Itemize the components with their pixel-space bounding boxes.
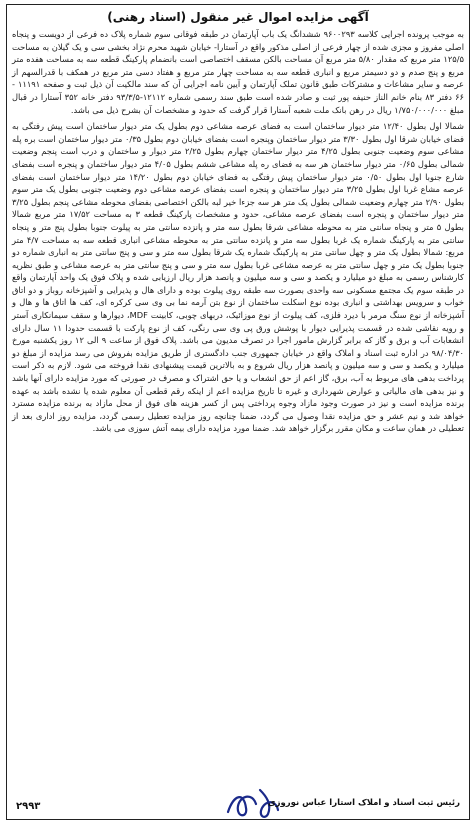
- reference-number: ۲۹۹۳: [16, 801, 41, 812]
- notice-title: آگهی مزایده اموال غیر منقول (اسناد رهنی): [107, 10, 369, 24]
- notice-paragraph-boundaries: شمالا اول بطول ۱۲/۴۰ متر دیوار ساختمان است به فضای عرصه مشاعی دوم بطول یک متر دیوار ساختمان است پیش رفتگی به فضای خیابان شرقا اول بطول ۳/۳۰ متر دیوار ساختمان وپنجره است بفضای خیابان دوم بطول ۰/۳۵ متر دیوار ساختمان است بره پله مشاعی سوم وضعیت جنوبی بطول ۴/۲۵ متر دیوار ساختمان چهارم بطول ۲/۲۵ متر دیوار و ساختمان و درب است پنجم وضعیت شمالی بطول ۰/۶۵ متر دیوار ساختمان هر سه به فضای ره پله مشاعی ششم بطول ۴/۰۵ متر دیوار ساختمان و پنجره است بفضای شارع جنوبا اول بطول ۰/۵۰ متر دیوار ساختمان پیش رفتگی به فضای خیابان دوم بطول ۱۴/۲۰ متر دیوار ساختمان است بفضای عرصه مشاع غربا اول بطول ۳/۲۵ متر دیوار ساختمان و پنجره است بفضای عرصه مشاعی دوم وضعیت جنوبی بطول یک متر سوم بطول ۲/۹۰ متر چهارم وضعیت شمالی بطول یک متر هر سه جزءا خیر لبه بالکن اختصاصی بفضای محوطه مشاعی پنجم بطول ۳/۲۵ متر دیوار ساختمان و پنجره است بفضای عرصه مشاعی، حدود و مشخصات پارکینگ قطعه ۳ به مساحت ۱۷/۵۲ متر مربع شمالا بطول ۵ متر و پنجاه سانتی متر به محوطه مشاعی شرقا بطول سه متر و پانزده سانتی متر به پیلوت جنوبا بطول پنج متر و پنجاه سانتی متر به پارکینگ شماره یک غربا بطول سه متر و پانزده سانتی متر به محوطه مشاعی انباری قطعه سه به مساحت ۴/۷ متر مربع: شمالا بطول یک متر و چهل سانتی متر به پارکینگ شماره یک شرقا بطول سه متر و سی و پنج سانتی متر به انباری شماره دو جنوبا بطول یک متر و چهل سانتی متر به عرصه مشاعی غربا بطول سه متر و سی و پنج سانتی متر به عرصه مشاعی و طبق نظریه کارشناس رسمی به مبلغ دو میلیارد و یکصد و سی و سه میلیون و پانصد هزار ریال ارزیابی شده و پلاک فوق یک واحد آپارتمان واقع در طبقه سوم یک مجتمع مسکونی سه واحدی بصورت سه طبقه روی پیلوت بوده و دارای هال و پذیرایی و آشپزخانه روباز و دو اتاق خواب و سرویس بهداشتی و انباری بوده نوع اسکلت ساختمان از نوع بتن آرمه نما بی وی سی کرکره ای، کف ها اتاق ها و هال و آشپزخانه از نوع سنگ مرمر با دیرد فلزی، کف پیلوت از نوع موزائیک، دربهای چوبی، کابینت MDF، دیوارها و سقف سیمانکاری آستر و رویه نقاشی شده در قسمت پذیرایی دیوار با پوشش ورق پی وی سی رنگی، کف از نوع پارکت با قسمت حدودا ۱۱ سال دارای انشعابات آب و برق و گاز که برابر گزارش مامور اجرا در تصرف مدیون می باشد. پلاک فوق از ساعت ۹ الی ۱۲ روز یکشنبه مورخ ۹۸/۰۴/۳۰ در اداره ثبت اسناد و املاک واقع در خیابان جمهوری جنب دادگستری از طریق مزایده بفروش می رسد مزایده از مبلغ دو میلیارد و یکصد و سی و سه میلیون و پانصد هزار ریال شروع و به بالاترین قیمت پیشنهادی نقدا فروخته می شود. لازم به ذکر است پرداخت بدهی های مربوط به آب، برق، گاز اعم از حق انشعاب و یا حق اشتراک و مصرف در صورتی که مورد مزایده دارای آنها باشد و نیز بدهی های مالیاتی و عوارض شهرداری و غیره تا تاریخ مزایده اعم از اینکه رقم قطعی آن معلوم شده یا نشده باشد به عهده برنده مزایده است و نیز در صورت وجود مازاد وجوه پرداختی پس از کسر هزینه های فوق از محل مازاد به برنده مزایده مسترد خواهد شد و نیم عشر و حق مزایده نقدا وصول می گردد، ضمنا چنانچه روز مزایده تعطیل رسمی گردد، مزایده روز اداری بعد از تعطیلی در همان ساعت و مکان مقرر برگزار خواهد شد. ضمنا مورد مزایده دارای بیمه آتش سوزی می باشد.: [12, 121, 465, 434]
- signature-line: رئیس ثبت اسناد و املاک استارا عباس نوروزی: [267, 798, 460, 808]
- notice-body: [12, 28, 464, 435]
- notice-paragraph-property: به موجب پرونده اجرایی کلاسه ۹۶۰۰۲۹۳ ششدانگ یک باب آپارتمان در طبقه فوقانی سوم شماره پلاک ده فرعی از دویست و پنجاه اصلی مفروز و مجزی شده از چهار فرعی از اصلی مذکور واقع در آستارا- خیابان شهید محرم نژاد بخشی سی و یک گیلان به مساحت ۱۲۵/۵ متر مربع که مقدار ۵/۸۰ متر مربع آن مساحت بالکن مسقف اختصاصی است بانضمام پارکینگ قطعه سه به مساحت هفده متر مربع و پنج صدم و دو دسیمتر مربع و انباری قطعه سه به مساحت چهار متر مربع و هفتاد دسی متر مربع در همکف با قدرالسهم از عرصه و سایر مشاعات و مشترکات طبق قانون تملک آپارتمان و آیین نامه اجرایی آن که سند مالکیت آن ذیل ثبت و صفحه ۱۱۱۹۱ - ۶۶ دفتر ۸۳ بنام خانم الناز حنیفه پور ثبت و صادر شده است طبق سند رسمی شماره ۱۲۱۱۲-۹۳/۳/۵ دفتر خانه ۳۵۲ آستارا در قبال مبلغ ۱/۷۵۰/۰۰۰/۰۰۰ ریال در رهن بانک ملت شعبه آستارا قرار گرفت که حدود و مشخصات آن بشرح ذیل می باشد.: [12, 29, 464, 115]
